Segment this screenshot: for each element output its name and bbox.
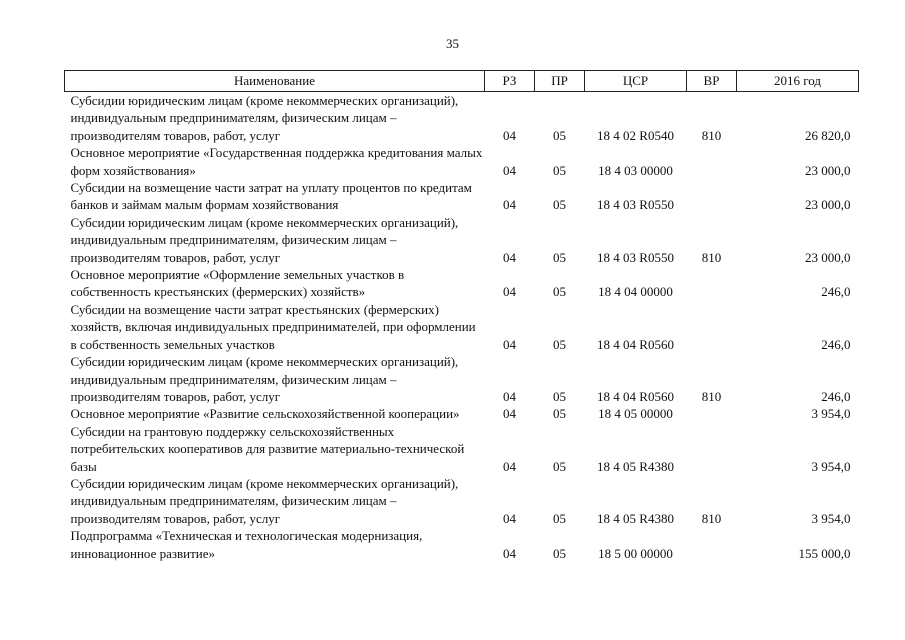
header-csr: ЦСР: [585, 71, 687, 92]
row-rz: 04: [503, 127, 516, 143]
row-pr: 05: [553, 406, 566, 422]
row-rz: 04: [503, 197, 516, 213]
table-row: [65, 92, 859, 145]
row-rz: 04: [503, 284, 516, 300]
row-pr: 05: [553, 458, 566, 474]
row-name: Субсидии на возмещение части затрат на уплату процентов по кредитам банков и займам малым формам хозяйствования: [70, 180, 472, 213]
row-vr: [687, 527, 737, 562]
row-rz: 04: [503, 510, 516, 526]
row-vr: 810: [701, 388, 722, 404]
row-amount: 246,0: [821, 336, 851, 352]
row-pr: 05: [553, 545, 566, 561]
row-amount: 246,0: [821, 284, 851, 300]
row-rz: 04: [503, 545, 516, 561]
row-pr: 05: [553, 336, 566, 352]
row-name: Субсидии юридическим лицам (кроме некоммерческих организаций), индивидуальным предпринимателям, физическим лицам – производителям товаров, работ, услуг: [70, 93, 459, 143]
row-name: Субсидии на грантовую поддержку сельскохозяйственных потребительских кооперативов для развитие материально-технической базы: [70, 423, 465, 474]
row-pr: 05: [553, 197, 566, 213]
row-vr: 810: [701, 510, 722, 526]
row-csr: 18 4 04 R0560: [597, 336, 674, 352]
row-name: Основное мероприятие «Развитие сельскохозяйственной кооперации»: [70, 406, 460, 422]
row-amount: 3 954,0: [811, 510, 851, 526]
table-row: [65, 144, 859, 179]
row-vr: [687, 301, 737, 353]
row-amount: 23 000,0: [805, 197, 851, 213]
row-amount: 3 954,0: [811, 406, 851, 422]
row-vr: 810: [701, 249, 722, 265]
row-csr: 18 4 04 R0560: [597, 388, 674, 404]
header-pr: ПР: [535, 71, 585, 92]
table-row: [65, 475, 859, 527]
row-vr: [687, 423, 737, 475]
header-vr: ВР: [687, 71, 737, 92]
row-vr: [687, 405, 737, 422]
row-rz: 04: [503, 249, 516, 265]
row-rz: 04: [503, 388, 516, 404]
table-row: [65, 301, 859, 353]
table-row: [65, 179, 859, 214]
row-csr: 18 4 03 R0550: [597, 249, 674, 265]
row-pr: 05: [553, 249, 566, 265]
table-row: [65, 214, 859, 266]
row-name: Субсидии юридическим лицам (кроме некоммерческих организаций), индивидуальным предпринимателям, физическим лицам – производителям товаров, работ, услуг: [70, 354, 459, 404]
row-vr: [687, 179, 737, 214]
row-amount: 26 820,0: [805, 127, 851, 143]
table-row: [65, 353, 859, 405]
row-amount: 3 954,0: [811, 458, 851, 474]
header-year: 2016 год: [737, 71, 859, 92]
row-rz: 04: [503, 458, 516, 474]
row-pr: 05: [553, 388, 566, 404]
table-header-row: [65, 71, 859, 92]
header-name: Наименование: [65, 71, 485, 92]
table-row: [65, 266, 859, 301]
row-rz: 04: [503, 162, 516, 178]
header-rz: РЗ: [485, 71, 535, 92]
row-vr: [687, 144, 737, 179]
row-csr: 18 4 03 R0550: [597, 197, 674, 213]
table-row: [65, 527, 859, 562]
row-pr: 05: [553, 510, 566, 526]
row-rz: 04: [503, 336, 516, 352]
row-pr: 05: [553, 284, 566, 300]
row-vr: [687, 266, 737, 301]
row-csr: 18 4 05 00000: [598, 406, 673, 422]
row-vr: 810: [701, 127, 722, 143]
table-row: [65, 423, 859, 475]
row-csr: 18 4 02 R0540: [597, 127, 674, 143]
row-name: Подпрограмма «Техническая и технологическая модернизация, инновационное развитие»: [70, 528, 423, 561]
row-amount: 23 000,0: [805, 162, 851, 178]
row-amount: 23 000,0: [805, 249, 851, 265]
row-csr: 18 4 05 R4380: [597, 510, 674, 526]
row-name: Основное мероприятие «Государственная поддержка кредитования малых форм хозяйствования»: [70, 145, 483, 178]
row-csr: 18 4 03 00000: [598, 162, 673, 178]
row-csr: 18 5 00 00000: [598, 545, 673, 561]
table-row: [65, 405, 859, 422]
row-pr: 05: [553, 127, 566, 143]
row-amount: 246,0: [821, 388, 851, 404]
row-name: Субсидии юридическим лицам (кроме некоммерческих организаций), индивидуальным предпринимателям, физическим лицам – производителям товаров, работ, услуг: [70, 214, 459, 265]
row-rz: 04: [503, 406, 516, 422]
budget-table: [64, 70, 859, 562]
row-amount: 155 000,0: [798, 545, 851, 561]
row-name: Субсидии на возмещение части затрат крестьянских (фермерских) хозяйств, включая индивидуальных предпринимателей, при оформлении в собственность земельных участков: [70, 301, 476, 352]
row-name: Основное мероприятие «Оформление земельных участков в собственность крестьянских (фермерских) хозяйств»: [70, 267, 405, 300]
row-csr: 18 4 05 R4380: [597, 458, 674, 474]
row-name: Субсидии юридическим лицам (кроме некоммерческих организаций), индивидуальным предпринимателям, физическим лицам – производителям товаров, работ, услуг: [70, 475, 459, 526]
row-pr: 05: [553, 162, 566, 178]
row-csr: 18 4 04 00000: [598, 284, 673, 300]
page-number: 35: [446, 36, 459, 51]
